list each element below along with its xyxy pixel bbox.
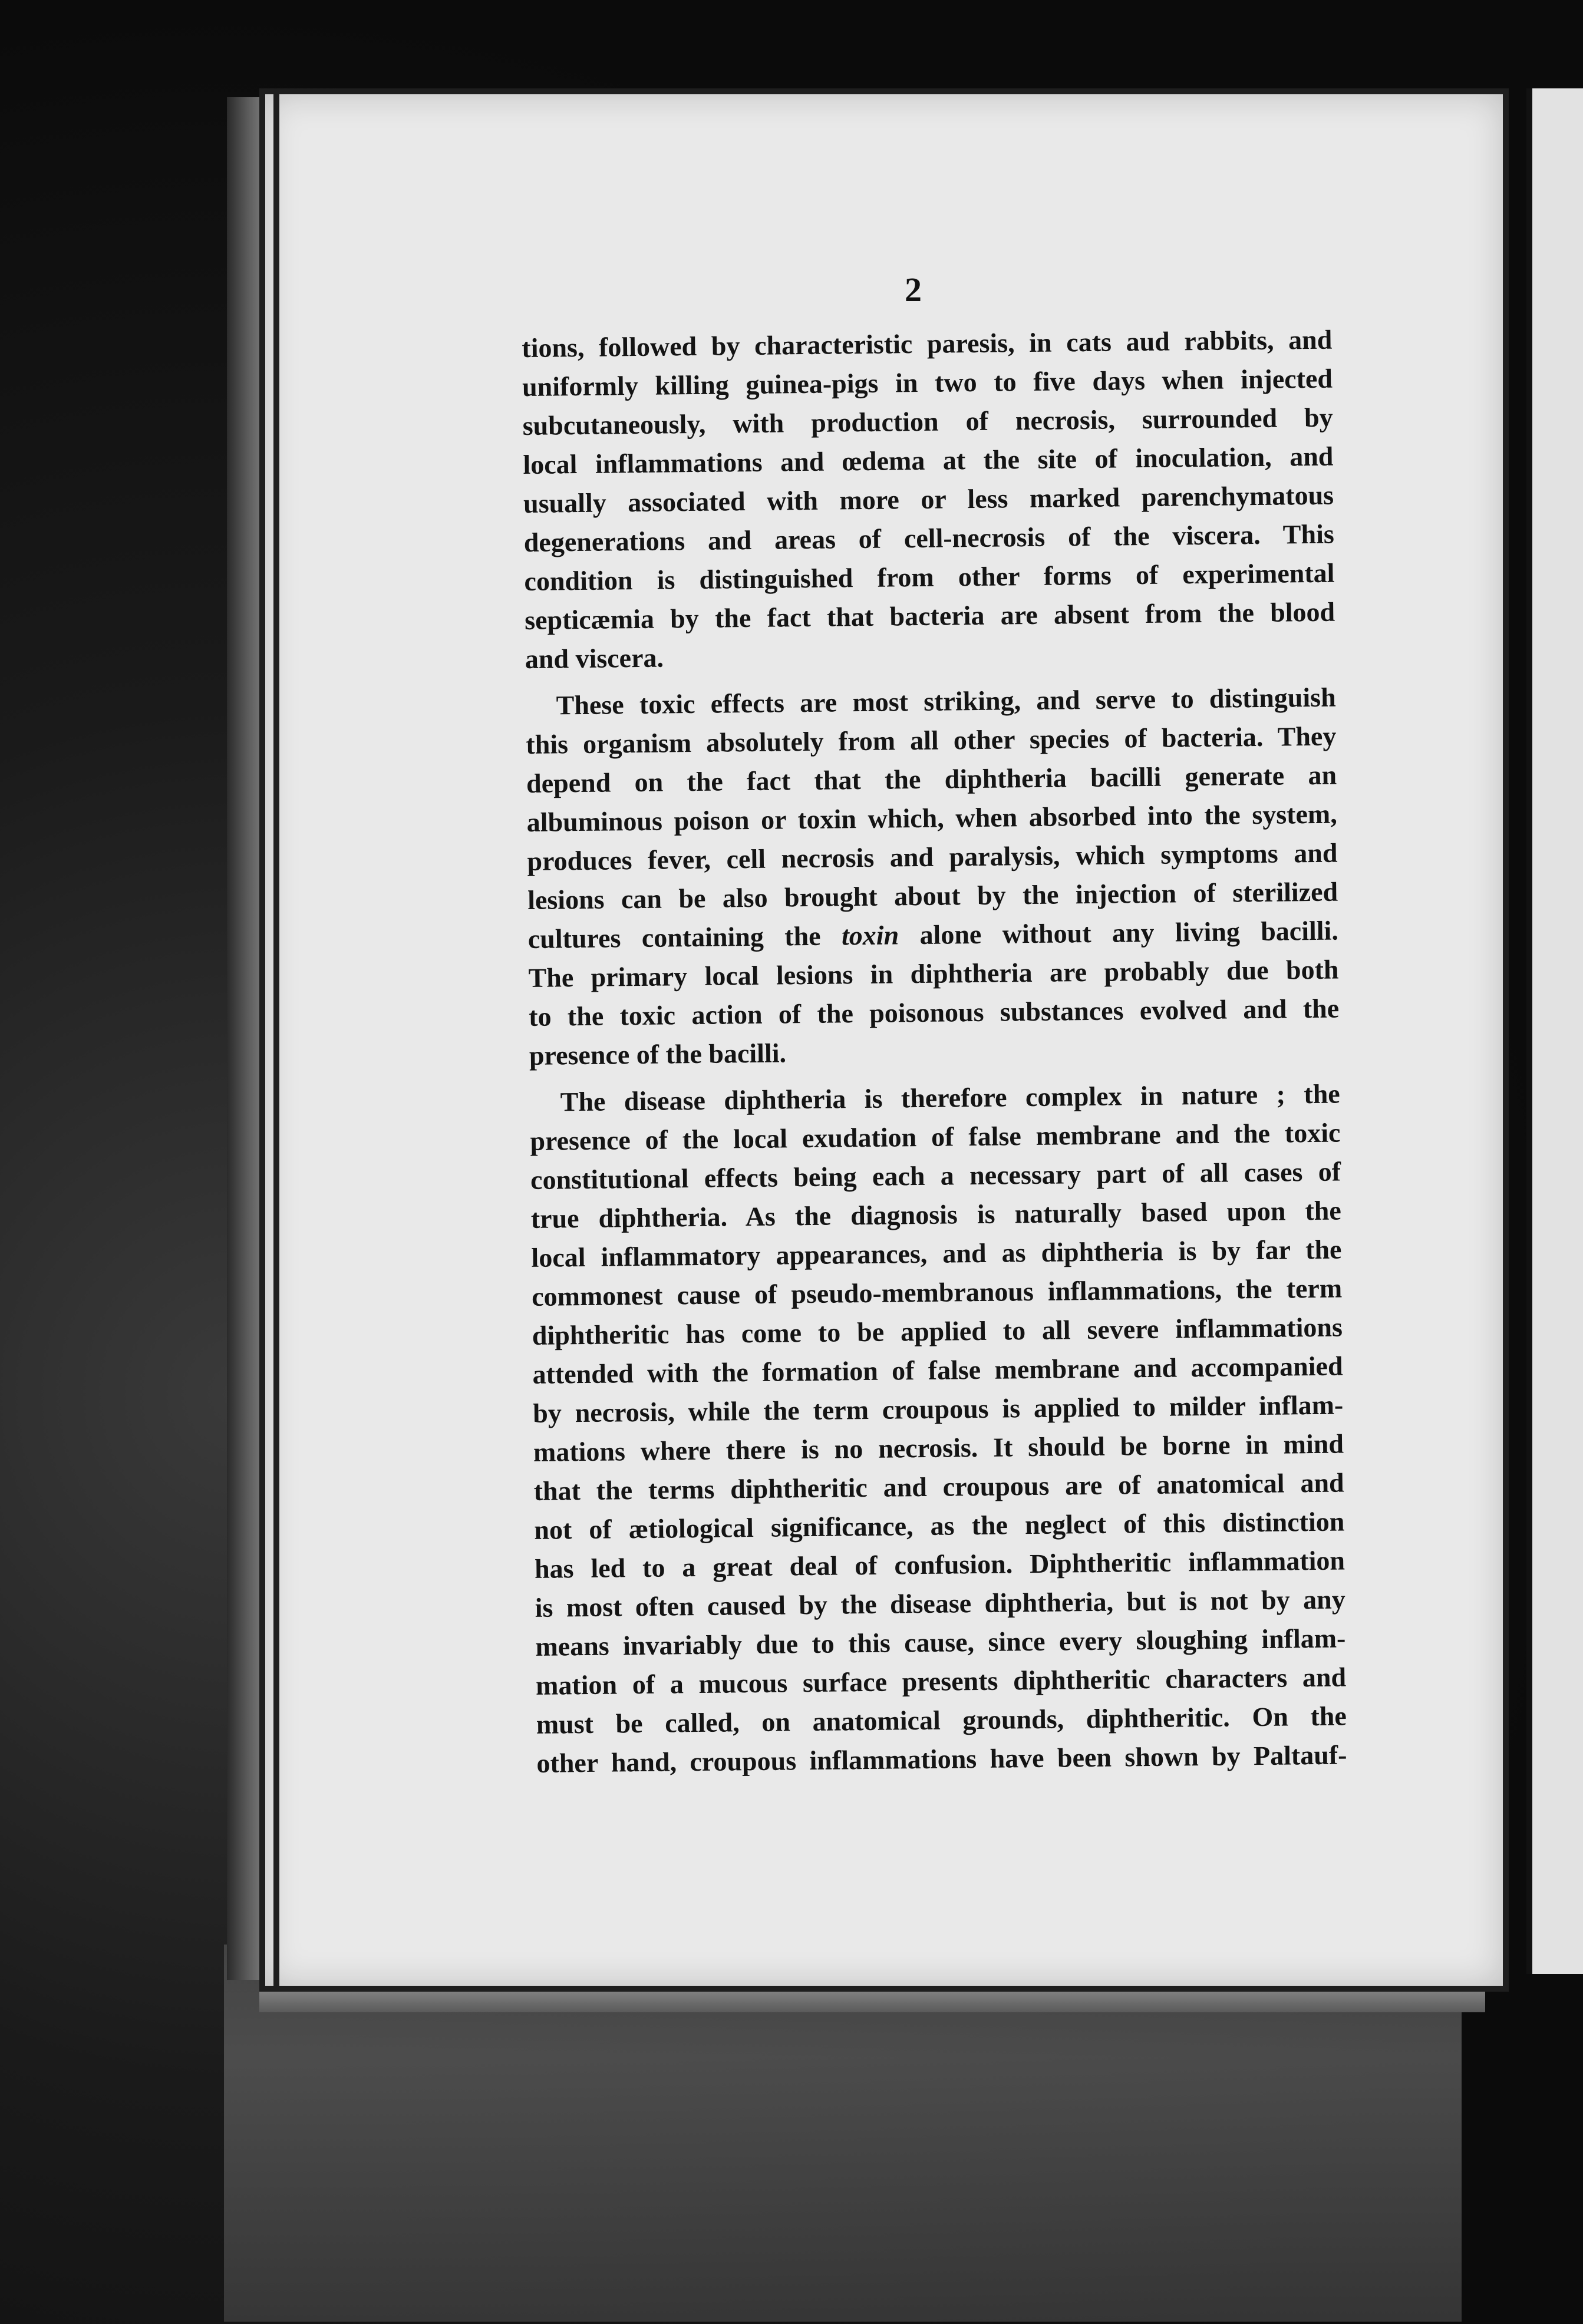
- text-line: mations where there is no necrosis. It should be borne in mind: [533, 1428, 1344, 1467]
- text-line: attended with the formation of false membrane and accompanied: [532, 1351, 1343, 1389]
- text-line: The disease diphtheria is therefore complex in nature ; the: [560, 1078, 1340, 1117]
- text-line: albuminous poison or toxin which, when absorbed into the system,: [526, 798, 1337, 837]
- page-edge-bevel: [227, 97, 262, 1980]
- text-line: condition is distinguished from other forms of experimental: [524, 557, 1335, 596]
- text-line: lesions can be also brought about by the injection of sterilized: [527, 876, 1338, 915]
- text-line: The primary local lesions in diphtheria are probably due both: [528, 954, 1339, 993]
- text-line: mation of a mucous surface presents diphtheritic characters and: [535, 1662, 1347, 1701]
- text-line: has led to a great deal of confusion. Diphtheritic inflammation: [534, 1545, 1345, 1584]
- text-line: diphtheritic has come to be applied to all severe inflammations: [532, 1312, 1343, 1351]
- italic-word: toxin: [841, 920, 899, 951]
- text-line: produces fever, cell necrosis and paralysis, which symptoms and: [527, 837, 1338, 876]
- text-line: other hand, croupous inflammations have been shown by Paltauf-: [536, 1739, 1347, 1778]
- text-line: presence of the bacilli.: [529, 1038, 787, 1071]
- paragraph-2: [525, 678, 1340, 1075]
- text-line: septicæmia by the fact that bacteria are absent from the blood: [524, 596, 1335, 635]
- text-line: local inflammatory appearances, and as diphtheria is by far the: [531, 1234, 1342, 1273]
- text-line: uniformly killing guinea-pigs in two to five days when injected: [522, 363, 1333, 402]
- text-line: usually associated with more or less marked parenchymatous: [523, 480, 1334, 519]
- adjacent-page-edge: [1526, 88, 1583, 1974]
- text-line: presence of the local exudation of false membrane and the toxic: [530, 1117, 1341, 1156]
- text-line: not of ætiological significance, as the neglect of this distinction: [534, 1506, 1345, 1545]
- page-number: 2: [905, 270, 922, 309]
- text-line: true diphtheria. As the diagnosis is naturally based upon the: [530, 1195, 1342, 1234]
- text-segment: alone without any living bacilli.: [919, 915, 1339, 950]
- text-line: degenerations and areas of cell-necrosis of the viscera. This: [523, 519, 1334, 557]
- text-line: by necrosis, while the term croupous is applied to milder inflam-: [533, 1389, 1344, 1428]
- text-segment: cultures containing the: [527, 920, 821, 954]
- text-line: this organism absolutely from all other species of bacteria. They: [526, 721, 1337, 760]
- text-line: to the toxic action of the poisonous substances evolved and the: [528, 993, 1340, 1032]
- text-line: constitutional effects being each a necessary part of all cases of: [530, 1156, 1341, 1195]
- paragraph-3: [529, 1075, 1347, 1783]
- text-line: means invariably due to this cause, since every sloughing inflam-: [535, 1623, 1346, 1662]
- text-line: tions, followed by characteristic paresis, in cats aud rabbits, and: [522, 324, 1333, 363]
- text-line: is most often caused by the disease diphtheria, but is not by any: [535, 1584, 1345, 1623]
- text-line: must be called, on anatomical grounds, diphtheritic. On the: [536, 1701, 1347, 1739]
- text-line: subcutaneously, with production of necrosis, surrounded by: [522, 402, 1333, 441]
- paragraph-1: [522, 321, 1335, 679]
- text-line: These toxic effects are most striking, and serve to distinguish: [556, 682, 1336, 721]
- text-line: and viscera.: [525, 642, 664, 674]
- text-line: commonest cause of pseudo-membranous inflammations, the term: [531, 1273, 1343, 1312]
- body-text: [522, 321, 1347, 1791]
- text-line: that the terms diphtheritic and croupous are of anatomical and: [533, 1467, 1344, 1506]
- text-line: depend on the fact that the diphtheria bacilli generate an: [526, 760, 1337, 798]
- text-line: local inflammations and œdema at the site of inoculation, and: [523, 441, 1334, 480]
